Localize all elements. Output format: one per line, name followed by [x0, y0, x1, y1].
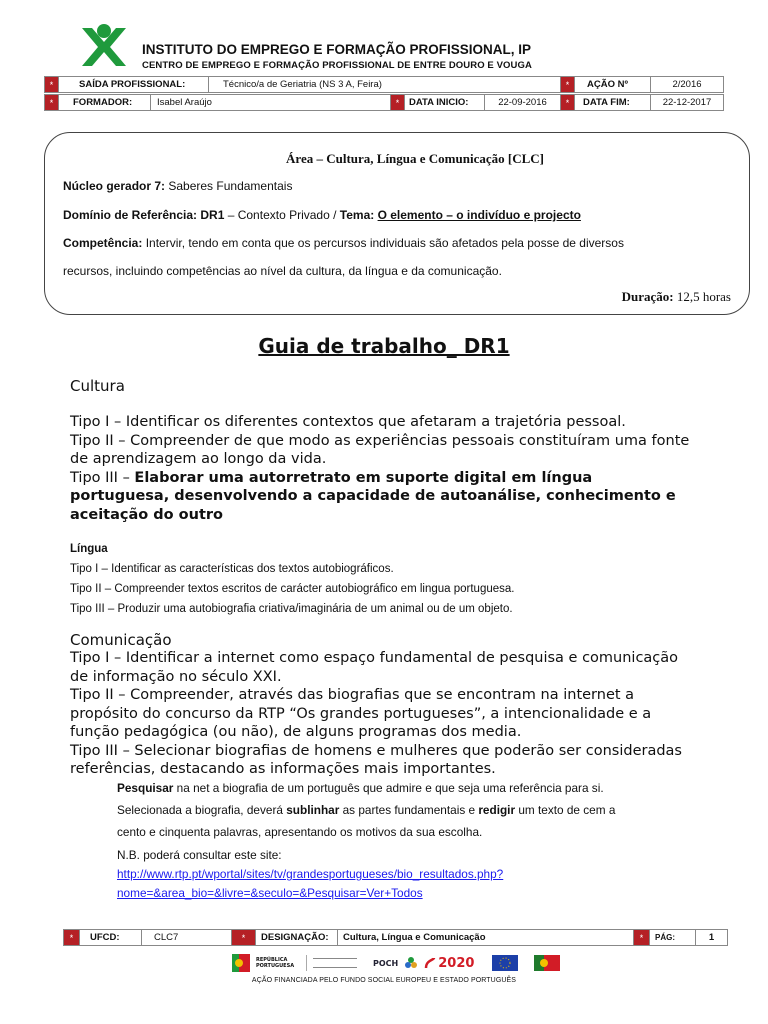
formador-value: Isabel Araújo [151, 95, 391, 110]
inicio-label: DATA INICIO: [405, 95, 485, 110]
portugal-coat-icon [232, 954, 250, 972]
cultura-tipo3a: Elaborar uma autorretrato em suporte digital em língua [134, 469, 593, 486]
dominio-line [63, 208, 581, 222]
comunicacao-list [70, 649, 730, 779]
lingua-heading: Língua [70, 543, 108, 555]
task-line1 [117, 777, 720, 799]
republica-text: REPÚBLICA PORTUGUESA [256, 957, 295, 969]
cultura-heading: Cultura [70, 377, 125, 395]
cultura-tipo2b: de aprendizagem ao longo da vida. [70, 451, 327, 467]
ufcd-label: UFCD: [80, 930, 142, 945]
lingua-section [70, 539, 514, 619]
rtp-link-line1[interactable]: http://www.rtp.pt/wportal/sites/tv/grandesportugueses/bio_resultados.php? [117, 867, 504, 881]
fim-label: DATA FIM: [575, 95, 651, 110]
funding-logos [232, 952, 567, 974]
inicio-value: 22-09-2016 [485, 95, 561, 110]
ministry-logo [313, 958, 357, 968]
cultura-list [70, 413, 730, 524]
competencia-text1: Intervir, tendo em conta que os percursos individuais são afetados pela posse de diversos [142, 236, 624, 250]
comunicacao-l3: Tipo II – Compreender, através das biografias que se encontram na internet a [70, 687, 635, 703]
comunicacao-l7: referências, destacando as informações mais importantes. [70, 761, 496, 777]
saida-label: SAÍDA PROFISSIONAL: [59, 77, 209, 92]
portugal2020-logo: 2020 [438, 955, 475, 971]
comunicacao-l4: propósito do concurso da RTP “Os grandes portugueses”, a intencionalidade e a [70, 705, 652, 722]
cultura-tipo3c: aceitação do outro [70, 506, 224, 523]
task-nb: N.B. poderá consultar este site: [117, 848, 282, 862]
iefp-logo [78, 22, 130, 68]
designacao-value: Cultura, Língua e Comunicação [338, 930, 634, 945]
cultura-tipo2a: Tipo II – Compreender de que modo as experiências pessoais constituíram uma fonte [70, 432, 690, 449]
task-line2 [117, 799, 720, 821]
task-sublinhar: sublinhar [286, 803, 340, 817]
designacao-label: DESIGNAÇÃO: [256, 930, 338, 945]
task-t1: na net a biografia de um português que admire e que seja uma referência para si. [173, 781, 604, 795]
marker: * [561, 77, 575, 92]
task-t2: Selecionada a biografia, deverá [117, 803, 287, 817]
acao-value: 2/2016 [672, 79, 702, 90]
institute-name: INSTITUTO DO EMPREGO E FORMAÇÃO PROFISSIONAL, IP [142, 42, 532, 57]
poch-flower-icon [404, 956, 418, 970]
competencia-line1 [63, 236, 624, 250]
header-row-formador [44, 94, 724, 111]
duracao-value: 12,5 horas [673, 289, 731, 304]
lingua-tipo3: Tipo III – Produzir uma autobiografia criativa/imaginária de um animal ou de um objeto. [70, 603, 513, 615]
task-paragraph [117, 777, 720, 903]
competencia-line2: recursos, incluindo competências ao nível da cultura, da língua e da comunicação. [63, 264, 502, 278]
duracao-line [622, 289, 731, 305]
duracao-label: Duração: [621, 289, 674, 304]
marker: * [634, 930, 650, 945]
marker: * [232, 930, 256, 945]
portugal-flag-icon [534, 955, 560, 971]
guide-title: Guia de trabalho_ DR1 [258, 334, 510, 358]
header-row-saida [44, 76, 724, 93]
cultura-tipo3a-line [70, 469, 730, 488]
marker: * [45, 77, 59, 92]
task-t5: cento e cinquenta palavras, apresentando os motivos da sua escolha. [117, 825, 483, 839]
marker: * [45, 95, 59, 110]
pag-value: 1 [708, 932, 715, 943]
comunicacao-heading: Comunicação [70, 631, 172, 649]
lingua-tipo2: Tipo II – Compreender textos escritos de carácter autobiográfico em lingua portuguesa. [70, 583, 515, 595]
tema-value: O elemento – o indivíduo e projecto [377, 208, 581, 222]
task-redigir: redigir [478, 803, 516, 817]
marker: * [561, 95, 575, 110]
rtp-link-line2[interactable]: nome=&area_bio=&livre=&seculo=&Pesquisar=Ver+Todos [117, 886, 423, 900]
module-info-box [44, 132, 750, 315]
cultura-tipo1: Tipo I – Identificar os diferentes contextos que afetaram a trajetória pessoal. [70, 414, 626, 430]
marker: * [64, 930, 80, 945]
nucleo-value: Saberes Fundamentais [165, 179, 293, 193]
dominio-mid: – Contexto Privado / [224, 208, 340, 222]
centre-name: CENTRO DE EMPREGO E FORMAÇÃO PROFISSIONAL DE ENTRE DOURO E VOUGA [142, 60, 532, 71]
dominio-label: Domínio de Referência: DR1 [63, 208, 225, 222]
saida-value: Técnico/a de Geriatria (NS 3 A, Feira) [209, 77, 561, 92]
cultura-tipo3b: portuguesa, desenvolvendo a capacidade de autoanálise, conhecimento e [70, 488, 676, 504]
comunicacao-l1: Tipo I – Identificar a internet como espaço fundamental de pesquisa e comunicação [70, 650, 679, 666]
task-t3: as partes fundamentais e [339, 803, 479, 817]
portugal2020-mark-icon [424, 956, 436, 970]
cultura-tipo3-prefix: Tipo III – [70, 469, 135, 486]
funding-statement: AÇÃO FINANCIADA PELO FUNDO SOCIAL EUROPEU E ESTADO PORTUGUÊS [251, 977, 517, 984]
acao-label: AÇÃO Nº [575, 77, 651, 92]
lingua-tipo1: Tipo I – Identificar as características dos textos autobiográficos. [70, 563, 394, 575]
formador-label: FORMADOR: [59, 95, 151, 110]
marker: * [391, 95, 405, 110]
eu-flag-icon [492, 955, 518, 971]
competencia-label: Competência: [63, 236, 143, 250]
task-t4: um texto de cem a [515, 803, 616, 817]
comunicacao-l2: de informação no século XXI. [70, 668, 282, 685]
area-title: Área – Cultura, Língua e Comunicação [CLC] [286, 151, 544, 166]
divider [306, 955, 307, 971]
nucleo-line [63, 179, 292, 193]
poch-logo: POCH [373, 958, 399, 968]
ufcd-value: CLC7 [142, 930, 232, 945]
fim-value: 22-12-2017 [662, 97, 712, 108]
task-pesquisar: Pesquisar [117, 781, 174, 795]
pag-label: PÁG: [650, 930, 696, 945]
footer-row [63, 929, 728, 946]
tema-label: Tema: [339, 208, 375, 222]
comunicacao-l5: função pedagógica (ou não), de alguns programas dos media. [70, 724, 522, 740]
comunicacao-l6: Tipo III – Selecionar biografias de homens e mulheres que poderão ser consideradas [70, 742, 682, 759]
nucleo-label: Núcleo gerador 7: [63, 179, 166, 193]
